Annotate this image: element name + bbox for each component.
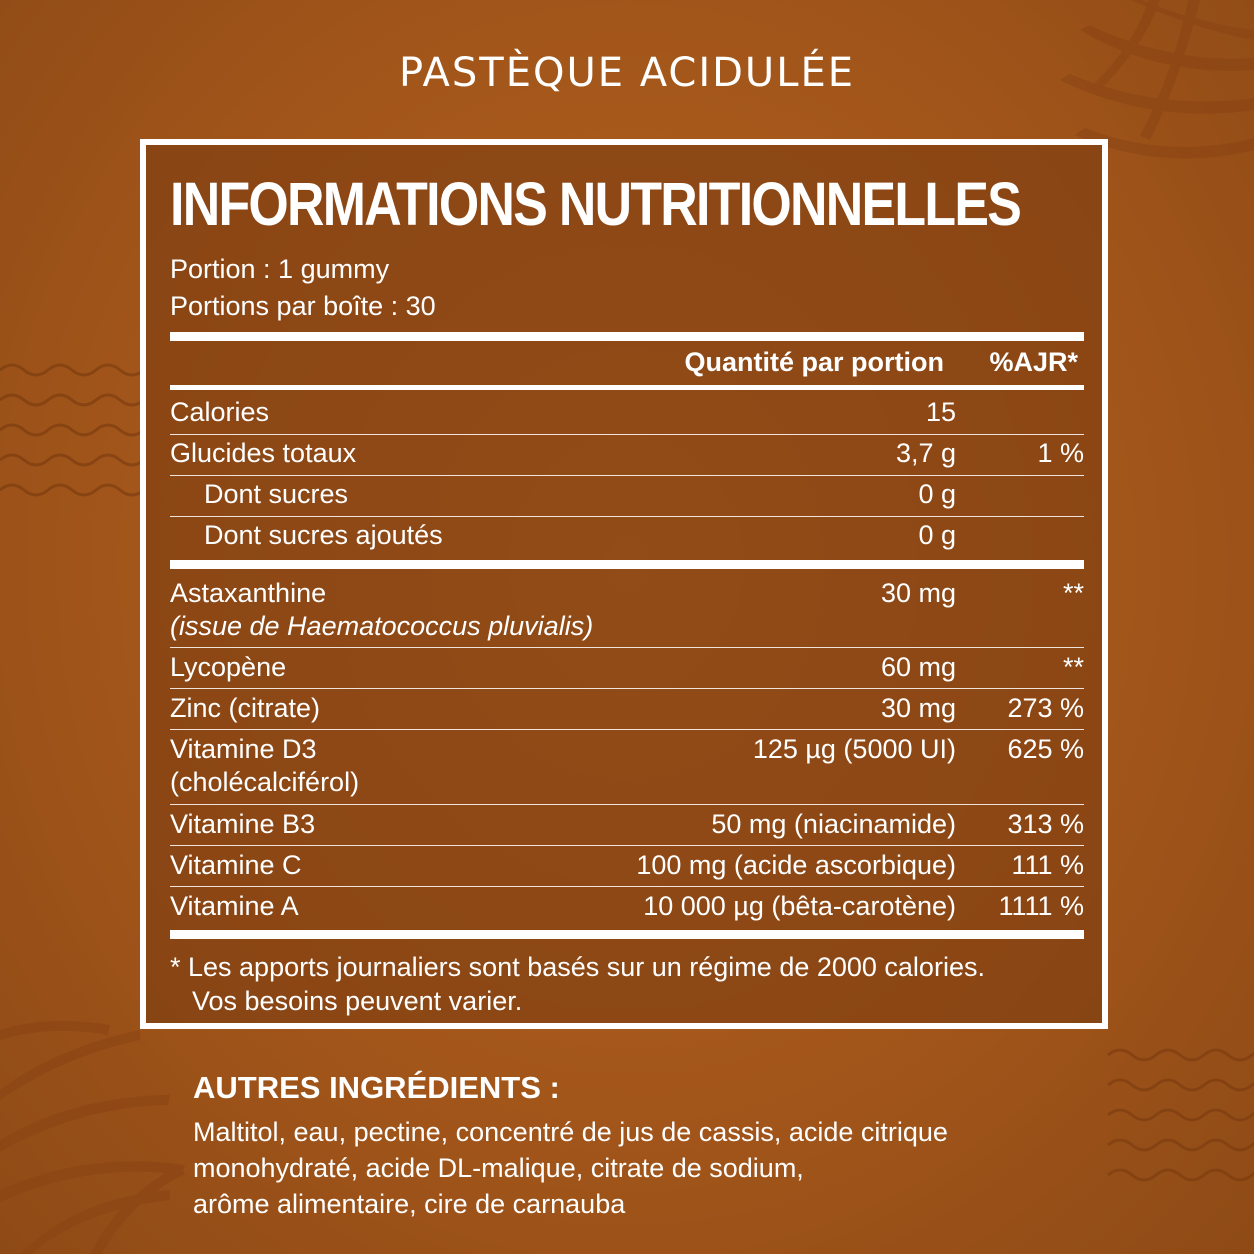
nutrient-name: Astaxanthine xyxy=(170,578,327,608)
ingredients-line: arôme alimentaire, cire de carnauba xyxy=(193,1189,626,1219)
nutrient-source: (cholécalciférol) xyxy=(170,767,360,797)
divider-thin xyxy=(170,729,1084,730)
nutrient-name: Calories xyxy=(170,397,270,427)
nutrient-name: Lycopène xyxy=(170,652,287,682)
nutrient-quantity: 0 g xyxy=(918,520,956,550)
divider-thin xyxy=(170,434,1084,435)
ingredients-line: Maltitol, eau, pectine, concentré de jus de cassis, acide citrique xyxy=(193,1117,948,1147)
nutrient-quantity: 50 mg (niacinamide) xyxy=(711,809,956,839)
flavor-title: PASTÈQUE ACIDULÉE xyxy=(398,50,856,96)
nutrient-name: Vitamine D3 xyxy=(170,734,317,764)
nutrient-name: Dont sucres xyxy=(204,479,349,509)
nutrient-name: Vitamine A xyxy=(170,891,299,921)
serving-size: Portion : 1 gummy xyxy=(170,254,390,284)
wavy-lines-right xyxy=(1108,1050,1254,1180)
nutrient-daily-value: 313 % xyxy=(1007,809,1084,839)
nutrient-daily-value: 111 % xyxy=(1011,850,1084,880)
nutrient-name: Zinc (citrate) xyxy=(170,693,321,723)
nutrient-quantity: 15 xyxy=(925,397,956,427)
nutrient-quantity: 30 mg xyxy=(880,578,956,608)
divider-medium xyxy=(170,385,1084,390)
nutrient-name: Vitamine B3 xyxy=(170,809,316,839)
panel-title: INFORMATIONS NUTRITIONNELLES xyxy=(170,170,1021,238)
nutrient-quantity: 0 g xyxy=(918,479,956,509)
nutrient-name: Vitamine C xyxy=(170,850,302,880)
footnote-continued: Vos besoins peuvent varier. xyxy=(192,986,523,1016)
divider-thick xyxy=(170,930,1084,939)
divider-thin xyxy=(170,886,1084,887)
nutrient-daily-value: ** xyxy=(1062,578,1084,608)
nutrient-daily-value: 1 % xyxy=(1037,438,1084,468)
nutrient-daily-value: 1111 % xyxy=(998,891,1084,921)
nutrient-source: (issue de Haematococcus pluvialis) xyxy=(170,611,594,641)
servings-per-box: Portions par boîte : 30 xyxy=(170,291,436,321)
footnote: * Les apports journaliers sont basés sur un régime de 2000 calories. xyxy=(170,952,985,982)
divider-thin xyxy=(170,804,1084,805)
wavy-lines-left xyxy=(0,365,144,495)
divider-thin xyxy=(170,516,1084,517)
nutrient-quantity: 10 000 µg (bêta-carotène) xyxy=(643,891,956,921)
divider-thick xyxy=(170,560,1084,569)
divider-thin xyxy=(170,688,1084,689)
nutrient-quantity: 60 mg xyxy=(880,652,956,682)
nutrient-quantity: 100 mg (acide ascorbique) xyxy=(636,850,956,880)
ingredients-title: AUTRES INGRÉDIENTS : xyxy=(193,1070,560,1105)
nutrient-name: Dont sucres ajoutés xyxy=(204,520,443,550)
nutrient-daily-value: 273 % xyxy=(1007,693,1084,723)
palm-leaf-bottom-left xyxy=(0,1021,185,1254)
header-daily-value: %AJR* xyxy=(989,347,1078,377)
nutrient-daily-value: 625 % xyxy=(1007,734,1084,764)
divider-thick xyxy=(170,332,1084,341)
divider-thin xyxy=(170,475,1084,476)
nutrient-quantity: 125 µg (5000 UI) xyxy=(752,734,956,764)
nutrient-daily-value: ** xyxy=(1062,652,1084,682)
nutrition-panel xyxy=(140,139,1108,1029)
nutrient-quantity: 3,7 g xyxy=(895,438,956,468)
ingredients-line: monohydraté, acide DL-malique, citrate de sodium, xyxy=(193,1153,804,1183)
nutrient-name: Glucides totaux xyxy=(170,438,357,468)
nutrient-quantity: 30 mg xyxy=(880,693,956,723)
divider-thin xyxy=(170,647,1084,648)
header-quantity: Quantité par portion xyxy=(684,347,944,377)
divider-thin xyxy=(170,845,1084,846)
